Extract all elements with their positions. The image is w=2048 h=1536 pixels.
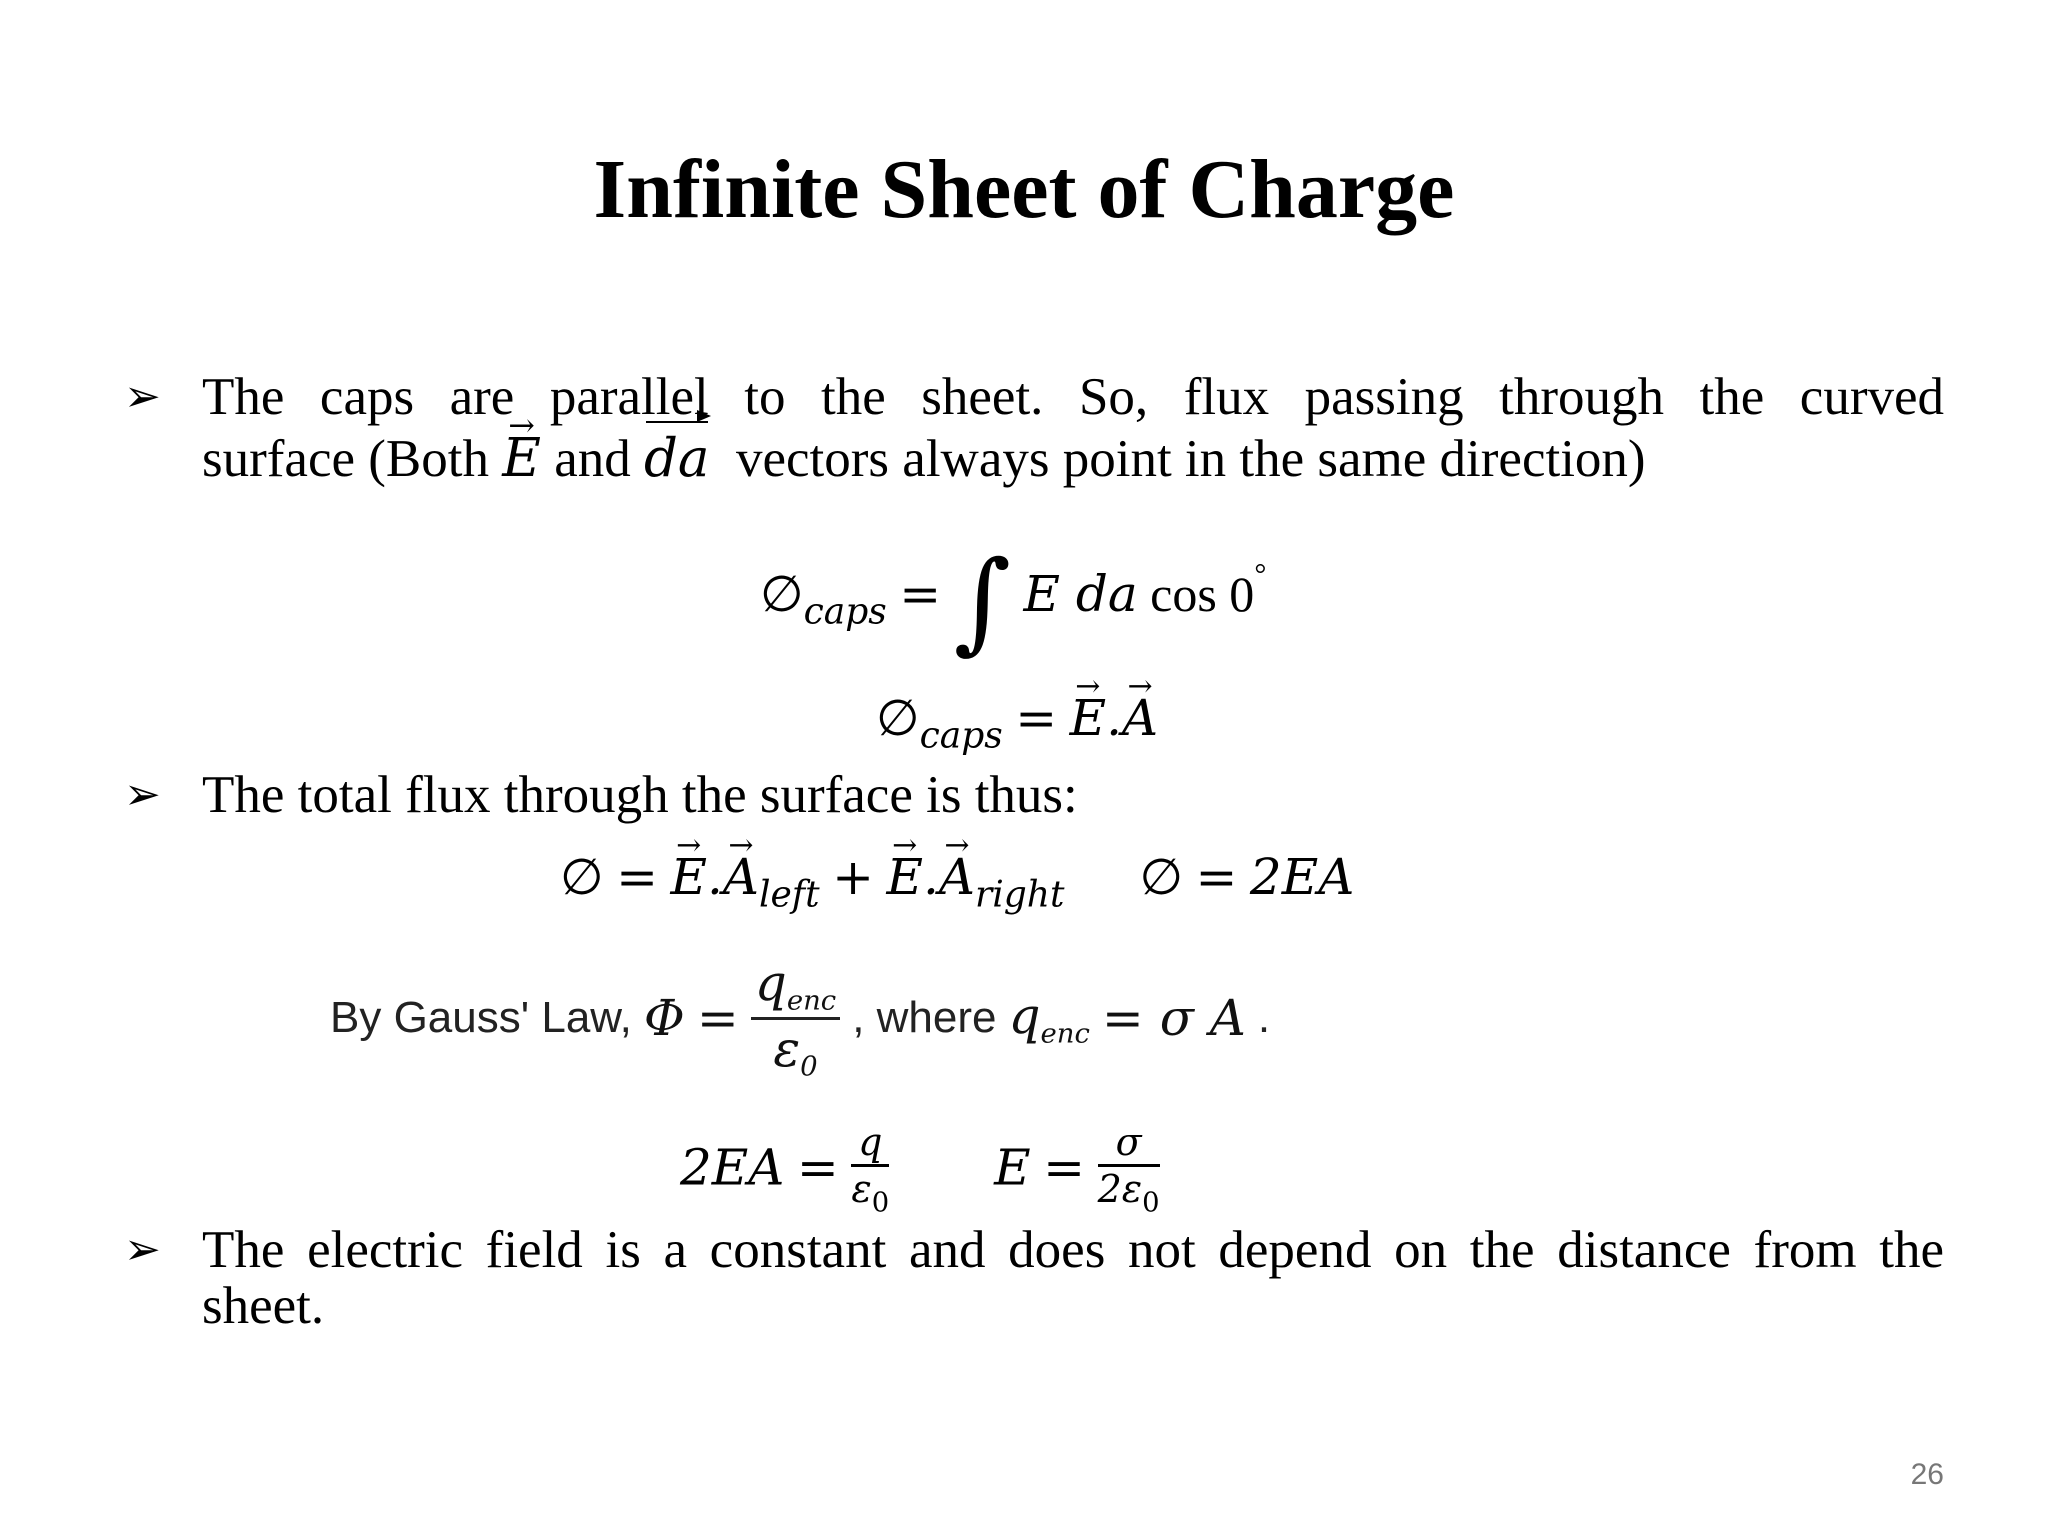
equation-flux-caps-integral: $\emptyset_{caps}$ = ∫ E da cos 0° (760, 537, 1267, 665)
fraction-sigma-over-two-epsilon: $\frac{\sigma}{2\varepsilon_0}$ (1097, 1120, 1160, 1219)
vector-e: → E (502, 427, 541, 491)
bullet-3-line-1: The electric field is a constant and does not depend on the distance from the (202, 1221, 1944, 1279)
bullet-3-text (202, 1218, 1944, 1338)
gauss-law-label: By Gauss' Law, (330, 993, 632, 1042)
equation-field-result: 2EA = $\frac{q}{\varepsilon_0}$ E = $\frac{\sigma}{2\varepsilon_0}$ (680, 1120, 1160, 1226)
slide-title: Infinite Sheet of Charge (593, 143, 1455, 236)
bullet-arrow-icon: ➢ (124, 769, 161, 820)
bullet-1-line-2: surface (Both → E and da vectors always point in the same direction) (202, 427, 1944, 491)
equation-total-flux: ∅ = → $E.\to A_{left}$ + → $E.\to A_{right}$ ∅ = 2EA (560, 847, 1354, 926)
gauss-fraction: $\frac{q_{enc}}{\varepsilon_0}$ (751, 954, 840, 1082)
gauss-law-statement: By Gauss' Law, Φ = $\frac{q_{enc}}{\varepsilon_0}$ , where $q_{enc}$ = σ A . (330, 953, 1271, 1083)
page-number: 26 (1910, 1458, 1944, 1491)
vector-da: da (643, 428, 710, 489)
bullet-3-line-2: sheet. (202, 1277, 325, 1335)
bullet-2-text: The total flux through the surface is thus: (202, 766, 1078, 824)
bullet-1-line-1: The caps are parallel to the sheet. So, flux passing through the curved (202, 368, 1944, 426)
equation-flux-caps-dot: $\emptyset_{caps}$ = → E.→ A (876, 688, 1158, 767)
bullet-1-text (202, 365, 1944, 491)
fraction-q-over-epsilon: $\frac{q}{\varepsilon_0}$ (851, 1120, 890, 1219)
bullet-arrow-icon: ➢ (124, 371, 161, 422)
integral-sign: ∫ (953, 537, 1011, 665)
bullet-arrow-icon: ➢ (124, 1224, 161, 1275)
